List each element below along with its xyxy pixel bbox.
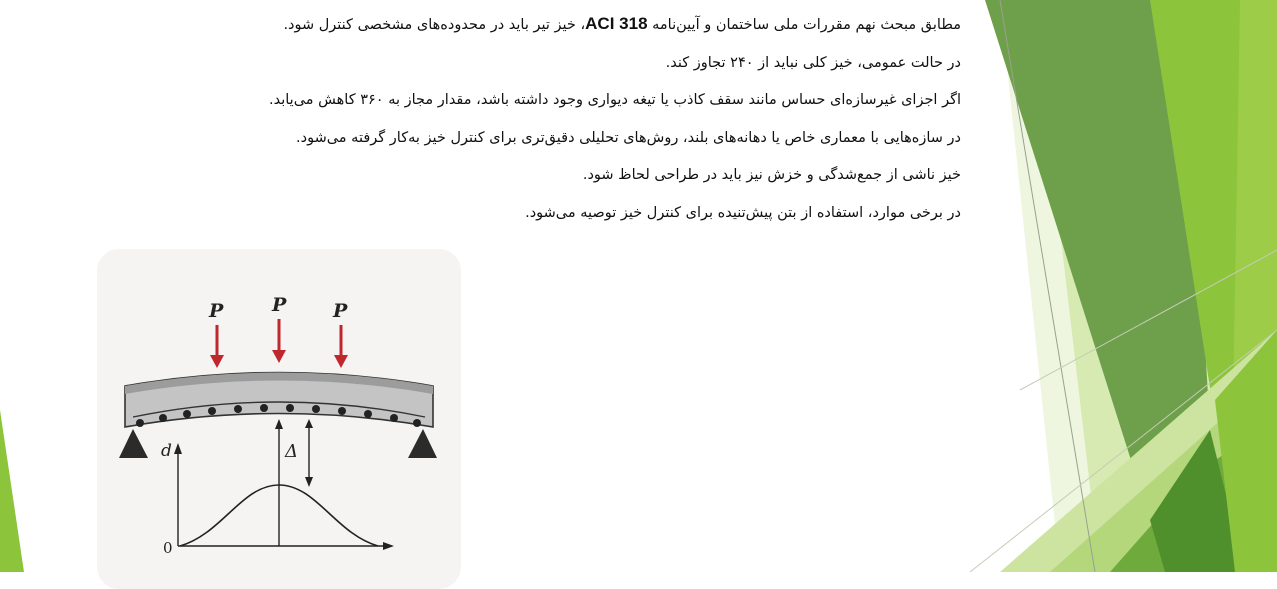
paragraph-4: در سازه‌هایی با معماری خاص یا دهانه‌های بلند، روش‌های تحلیلی دقیق‌تری برای کنترل خیز به‌کار گرفته می‌شود. bbox=[296, 129, 961, 146]
camber-arrow bbox=[275, 419, 283, 546]
delta-arrow bbox=[305, 419, 313, 487]
support-right bbox=[408, 429, 437, 458]
load-arrow-left bbox=[210, 325, 224, 368]
load-label-right: P bbox=[333, 300, 348, 322]
load-label-center: P bbox=[272, 294, 287, 316]
support-left bbox=[119, 429, 148, 458]
origin-label: 0 bbox=[163, 539, 173, 557]
beam-deflection-figure bbox=[97, 249, 461, 572]
x-axis bbox=[178, 542, 394, 550]
paragraph-6: در برخی موارد، استفاده از بتن پیش‌تنیده برای کنترل خیز توصیه می‌شود. bbox=[525, 204, 961, 221]
load-label-left: P bbox=[209, 300, 224, 322]
load-arrow-center bbox=[272, 319, 286, 363]
paragraph-1: مطابق مبحث نهم مقررات ملی ساختمان و آیین‌نامه ACI 318، خیز تیر باید در محدوده‌های مشخصی کنترل شود. bbox=[283, 14, 961, 33]
paragraph-5: خیز ناشی از جمع‌شدگی و خزش نیز باید در طراحی لحاظ شود. bbox=[582, 167, 961, 184]
paragraph-2: در حالت عمومی، خیز کلی نباید از ۲۴۰ تجاوز کند. bbox=[665, 54, 961, 71]
load-arrow-right bbox=[334, 325, 348, 368]
left-green-sliver bbox=[0, 410, 24, 572]
delta-label: Δ bbox=[285, 441, 298, 462]
d-axis-label: d bbox=[161, 441, 172, 461]
d-axis bbox=[174, 443, 182, 546]
slide-body-text bbox=[141, 14, 961, 241]
paragraph-3: اگر اجزای غیرسازه‌ای حساس مانند سقف کاذب یا تیغه دیواری وجود داشته باشد، مقدار مجاز به ۳۶۰ کاهش می‌یابد. bbox=[269, 92, 961, 109]
